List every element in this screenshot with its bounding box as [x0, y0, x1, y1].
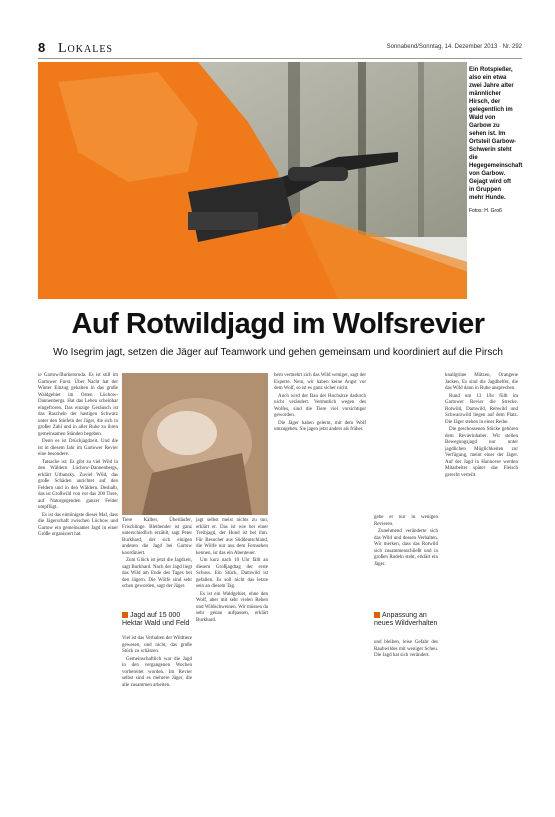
article-column-4: [274, 373, 366, 435]
paragraph: Gemeinschaftlich war die Jagd in den vergangenen Wochen vorbereitet worden. Im Revier selbst sind es mehrere Jäger, die alle zusammen arbeiten.: [122, 656, 192, 688]
paragraph: Es ist das eintönigste dieser Mal, dass die Jägerschaft zwischen Lüchow und Gartow ein gemeinsamer Jagd in einer Größe organisiert hat.: [38, 512, 118, 537]
paragraph: Zunehmend veränderte sich das Wild und dessen Verhalten. Wir merken, dass das Rotwild sich zusammenschließt und in großen Rudeln steht, erklärt ein Jäger.: [374, 529, 438, 567]
paragraph: hern vermehrt sich das Wild weniger, sagt der Experte. Nein, wir haben keine Angst vor dem Wolf, so ist es ganz sicher nicht.: [274, 373, 366, 391]
paragraph: und bleiben, leise Gefahr des Raubwildes mit weniger Scheu. Die Jagd hat sich verändert.: [374, 640, 438, 658]
paragraph: Um kurz nach 10 Uhr fällt an diesem Großjagdtag der erste Schuss. Ein Stück, Damwild ist gefallen. Es soll nicht das letzte sein an diesem Tag.: [196, 558, 268, 589]
article-column-2: [122, 518, 192, 592]
paragraph: Viel ist das Verhalten der Wildtiere gewesen, und nicht, das große Stück zu schätzen.: [122, 636, 192, 654]
bullet-icon: [122, 612, 128, 618]
paragraph: Auch wird der Bau der Hochsitze dadurch nicht verändert. Vermutlich wegen des Wolfes, sind die Tiere viel vorsichtiger geworden.: [274, 393, 366, 418]
subtitle-2: Anpassung an neues Wildverhalten: [374, 612, 438, 627]
paragraph: Zum Glück ist jetzt die Jagdzeit, sagt Burkhard. Nach der Jagd liegt das Wild am Ende des Tages bei den Jägern. Die Wölfe sind sehr scheu geworden, sagt der Jäger.: [122, 558, 192, 589]
paragraph: ie Gartow/Burkersroda. Es ist still im Gartower Forst. Über Nacht hat der Winter Einzug gehalten in das große Waldgebiet im Osten Lüchow-Dannenbergs. Hat das Leben scheinbar eingefroren. Das einzige Geräusch ist das Rascheln der hastigen Schwarz unter den Stiefeln der Jäger, die sich in großer Zahl und in aller Ruhe zu ihren gemeinsamen Ständen begeben.: [38, 373, 118, 437]
photo-credit: Fotos: H. Groß: [469, 208, 503, 214]
paragraph: Es ist ein Waldgebiet, ohne den Wolf, aber mit sehr vielen Rehen und Wildschweinen. Wir müssen da sehr genau aufpassen, erklärt Burkhard.: [196, 591, 268, 623]
subheadline: Wo Isegrim jagt, setzen die Jäger auf Teamwork und gehen gemeinsam und koordiniert auf die Pirsch: [53, 347, 503, 358]
page-number: 8: [38, 40, 46, 55]
article-column-5b: [374, 640, 438, 661]
subtitle-1: Jagd auf 15 000 Hektar Wald und Feld: [122, 612, 190, 627]
fox-illustration: [122, 373, 268, 515]
hunter-illustration: [38, 62, 468, 299]
section-title: Lokales: [58, 41, 113, 56]
paragraph: Denn es ist Drückjagdzeit. Und die ist in diesem Jahr im Gartower Revier eine besondere.: [38, 439, 118, 457]
paragraph: gehe er nur in wenigen Revieren.: [374, 515, 438, 527]
page-header: [38, 38, 522, 59]
issue-date: Sonnabend/Sonntag, 14. Dezember 2013 · Nr. 292: [386, 44, 522, 50]
headline: Auf Rotwildjagd im Wolfsrevier: [71, 308, 485, 340]
paragraph: Die geschossenen Stücke gehören dem Revierinhaber. Wir stellen Bewegungsjagd nur unter jagdlichen Möglichkeiten zur Verfügung, meint einer der Jäger. Auf der Jagd in Hannover werden Mitarbeiter später das Fleisch gerecht verteilt.: [445, 427, 518, 478]
paragraph: Die Jäger haben gelernt, mit dem Wolf umzugehen. Sie jagen jetzt anders als früher.: [274, 420, 366, 432]
paragraph: Tatsache ist: Es gibt zu viel Wild in den Wäldern Lüchow-Dannenbergs, erklärt Urbansky. Zuviel Wild, das große Schäden anrichtet auf den Feldern und in den Wäldern. Deshalb, das ist Großwild von vor das 200 Tiere, auf Naturgegenden ganzer Felder umpflügt.: [38, 459, 118, 510]
article-column-5: [374, 515, 438, 569]
paragraph: Rund um 13 Uhr füllt im Gartower Revier die Strecke. Rotwild, Damwild, Rehwild und Schwarzwild liegen auf dem Platz. Die Jäger stehen in einer Reihe.: [445, 393, 518, 425]
bullet-icon: [374, 612, 380, 618]
photo-caption-box: [467, 62, 523, 299]
paragraph: jagt selbst meist nichts zu tun, erklärt er. Das ist wie bei einer Treibjagd, der Hund ist bei ihm. Für Besucher aus Süddeutschland, die Wölfe nur aus dem Fernsehen kennen, ist das ein Abenteuer.: [196, 518, 268, 556]
fox-photo: [122, 373, 268, 515]
paragraph: knallgrüne Mützen, Orangene Jacken, Es sind die Jagdhelfer, die das Wild dann in Ruhe ansprechen.: [445, 373, 518, 391]
paragraph: Tiere Kälber, Überläufer, Frischlinge. Bleibender ist ganz unterschiedlich erzählt, sagt Peter Burkhard, der sich einigen anderen die Jagd bei Gartow koordiniert.: [122, 518, 192, 556]
article-column-6: [445, 373, 518, 480]
photo-caption: Ein Rotspießer, also ein etwa zwei Jahre alter männlicher Hirsch, der gelegentlich im Wald von Garbow zu sehen ist. Im Ortsteil Garbow-Schwerin steht die Hegegemeinschaft von Garbow. Gejagt wird oft in Gruppen mehr Hunde.: [469, 67, 523, 201]
article-column-3: [196, 518, 268, 625]
article-column-2b: [122, 636, 192, 690]
article-column-1: [38, 373, 118, 540]
hunter-photo: [38, 62, 523, 299]
